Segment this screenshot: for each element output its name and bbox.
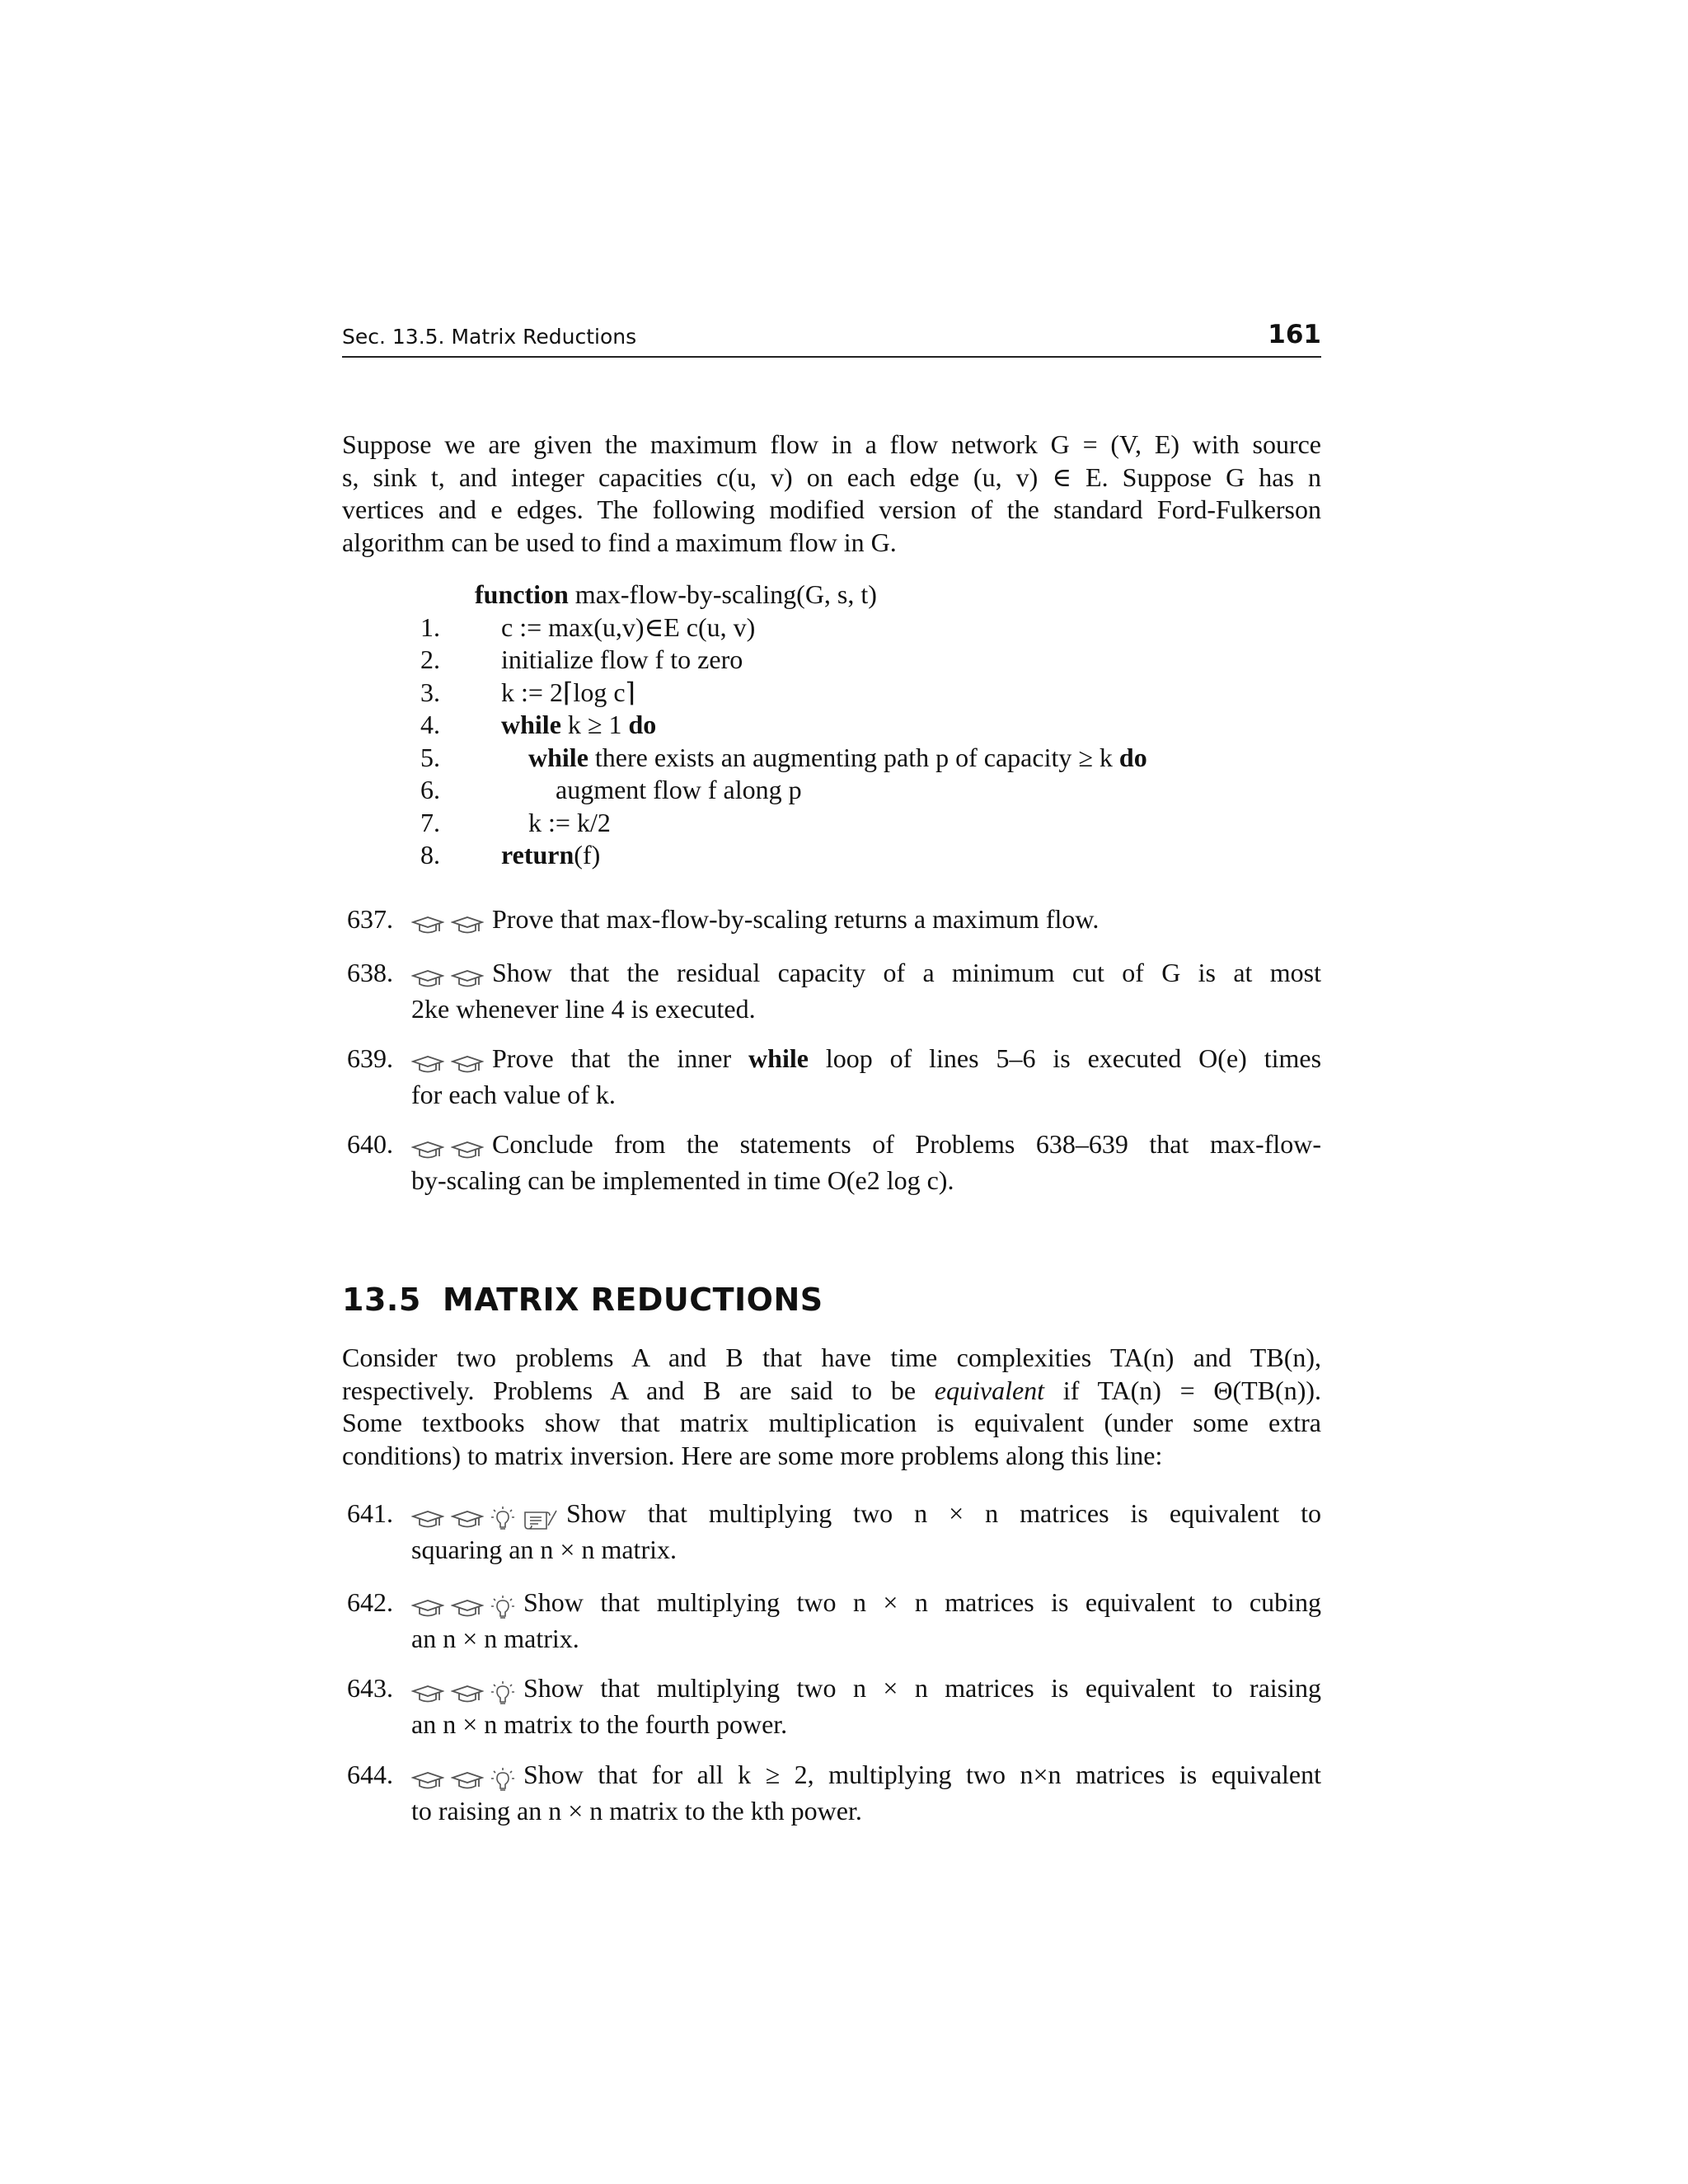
keyword-while: while	[528, 742, 588, 772]
keyword-return: return	[501, 840, 574, 869]
section-intro-paragraph: Consider two problems A and B that have time complexities TA(n) and TB(n), respectively. Problems A and B are said to be equivalent if TA(n) = Θ(TB(n)). Some textbooks show that matrix multiplication is equivalent (under some extra conditions) to matrix inversion. Here are some more problems along this line:	[342, 1343, 1322, 1470]
keyword-do: do	[1118, 742, 1147, 772]
mortarboard-icon	[451, 1054, 484, 1076]
keyword-do: do	[628, 710, 657, 739]
problem-639: 639. Prove that the inner while loop of lines 5–6 is executed O(e) times for each value of k.	[347, 1043, 1322, 1109]
algorithm-header	[412, 579, 1319, 612]
problem-640: 640. Conclude from the statements of Problems 638–639 that max-flow- by-scaling can be implemented in time O(e2 log c).	[347, 1129, 1321, 1195]
page-number: 161	[1268, 320, 1321, 349]
mortarboard-icon	[411, 915, 444, 936]
mortarboard-icon	[411, 1770, 444, 1792]
section-heading	[342, 1282, 823, 1318]
algorithm-line: 8. return(f)	[420, 840, 601, 869]
emphasis-equivalent: equivalent	[934, 1375, 1045, 1405]
intro-line: Suppose we are given the maximum flow in a flow network G = (V, E) with source	[342, 429, 1321, 459]
problem-number: 637.	[347, 904, 393, 934]
intro-line: vertices and e edges. The following modified version of the standard Ford-Fulkerson	[342, 494, 1321, 524]
problem-number: 641.	[347, 1498, 393, 1528]
mortarboard-icon	[451, 968, 484, 990]
algorithm-line: 6. augment flow f along p	[420, 775, 802, 804]
mortarboard-icon	[411, 1598, 444, 1619]
problem-number: 643.	[347, 1673, 393, 1703]
mortarboard-icon	[451, 1509, 484, 1530]
algorithm-line: 1. c := max(u,v)∈E c(u, v)	[420, 612, 756, 642]
problem-643: 643. Show that multiplying two n × n matrices is equivalent to raising an n × n matrix to the fourth power.	[347, 1673, 1321, 1739]
mortarboard-icon	[451, 1770, 484, 1792]
algorithm-block	[412, 579, 1319, 872]
mortarboard-icon	[411, 1140, 444, 1161]
mortarboard-icon	[451, 915, 484, 936]
problem-number: 644.	[347, 1760, 393, 1789]
problem-number: 639.	[347, 1043, 393, 1073]
problem-642: 642. Show that multiplying two n × n matrices is equivalent to cubing an n × n matrix.	[347, 1587, 1321, 1653]
intro-line: algorithm can be used to find a maximum flow in G.	[342, 527, 897, 557]
function-signature: max-flow-by-scaling(G, s, t)	[574, 579, 877, 609]
lightbulb-icon	[490, 1681, 515, 1708]
mortarboard-icon	[411, 968, 444, 990]
scroll-icon	[522, 1507, 558, 1532]
mortarboard-icon	[411, 1684, 444, 1705]
lightbulb-icon	[490, 1507, 515, 1533]
mortarboard-icon	[451, 1684, 484, 1705]
algorithm-line: 3. k := 2⌈log c⌉	[420, 677, 635, 707]
lightbulb-icon	[490, 1768, 515, 1794]
running-header	[342, 320, 1321, 358]
problem-638: 638. Show that the residual capacity of a minimum cut of G is at most 2ke whenever line 4 is executed.	[347, 958, 1321, 1024]
algorithm-line: 2. initialize flow f to zero	[420, 644, 743, 674]
mortarboard-icon	[451, 1598, 484, 1619]
section-number: 13.5	[342, 1282, 421, 1318]
problem-644: 644. Show that for all k ≥ 2, multiplying two n×n matrices is equivalent to raising an n × n matrix to the kth power.	[347, 1760, 1321, 1825]
mortarboard-icon	[411, 1054, 444, 1076]
mortarboard-icon	[451, 1140, 484, 1161]
keyword-while: while	[748, 1043, 809, 1073]
algorithm-line: 5. while there exists an augmenting path p of capacity ≥ k do	[420, 742, 1147, 772]
algorithm-line: 4. while k ≥ 1 do	[420, 710, 657, 739]
intro-paragraph	[342, 429, 1321, 559]
algorithm-line: 7. k := k/2	[420, 807, 611, 837]
keyword-while: while	[501, 710, 561, 739]
keyword-function: function	[475, 579, 569, 609]
problem-637: 637. Prove that max-flow-by-scaling returns a maximum flow.	[342, 903, 1321, 940]
lightbulb-icon	[490, 1596, 515, 1622]
problem-641: 641. Show that multiplying two n × n matrices is equivalent to squaring an n × n matrix.	[347, 1498, 1321, 1564]
problem-number: 642.	[347, 1587, 393, 1617]
running-head: Sec. 13.5. Matrix Reductions	[342, 325, 637, 349]
mortarboard-icon	[411, 1509, 444, 1530]
intro-line: s, sink t, and integer capacities c(u, v) on each edge (u, v) ∈ E. Suppose G has n	[342, 462, 1321, 492]
section-title: MATRIX REDUCTIONS	[443, 1282, 823, 1318]
problem-number: 638.	[347, 958, 393, 987]
problem-number: 640.	[347, 1129, 393, 1159]
